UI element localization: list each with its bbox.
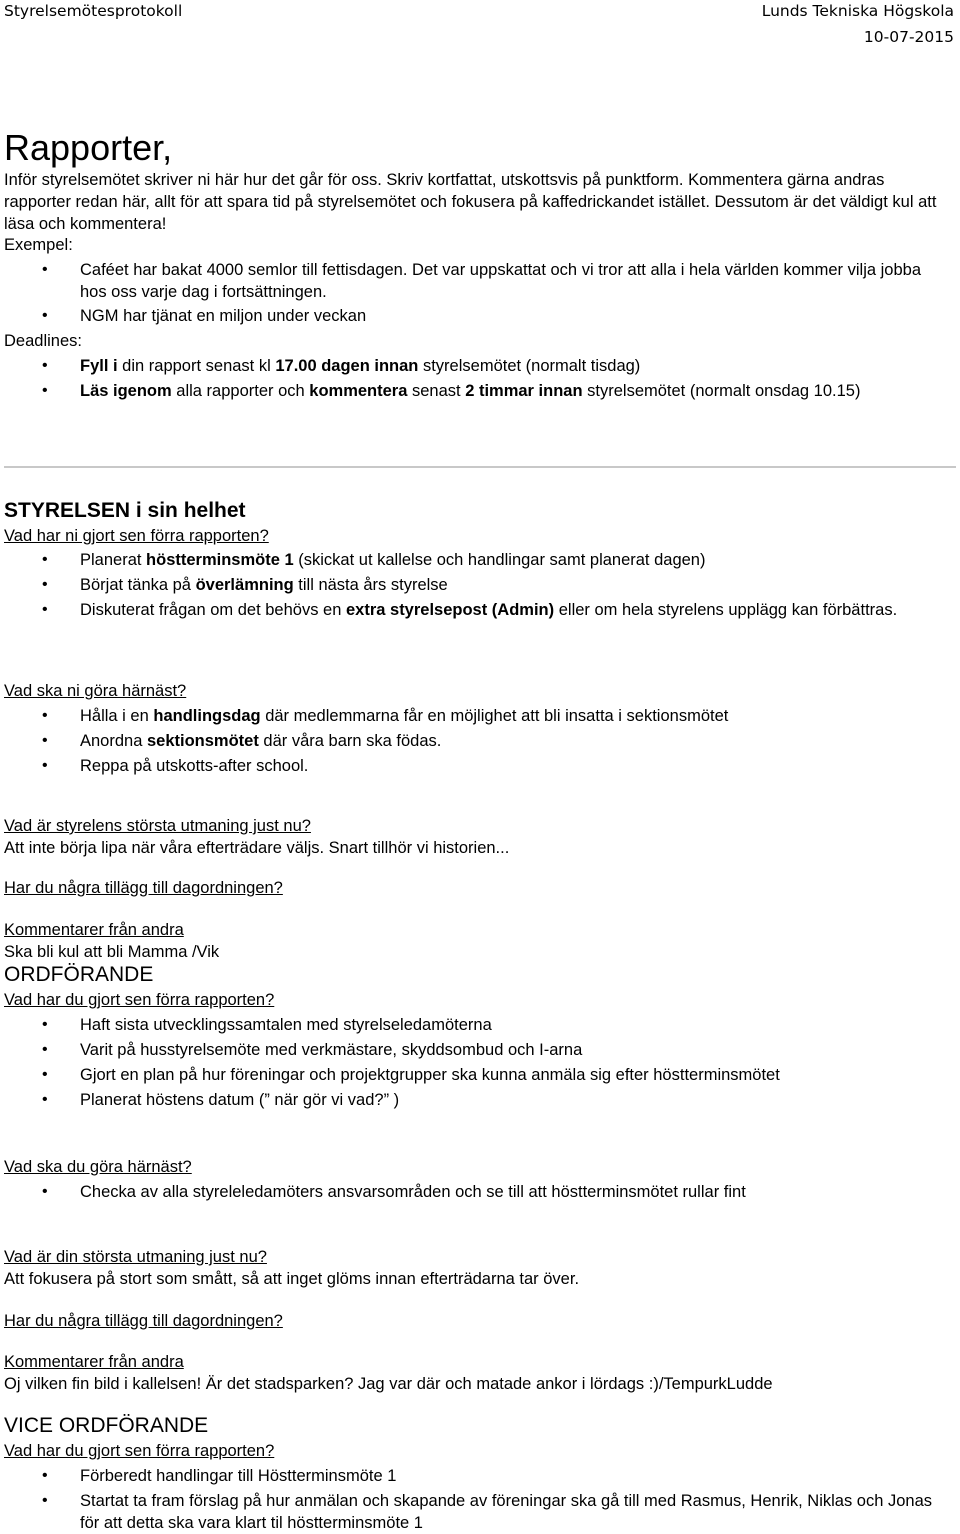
list-item: • Startat ta fram förslag på hur anmälan och skapande av föreningar ska gå till med Rasmus, Henrik, Niklas och Jonas för att detta ska vara klart til höstterminsmöte 1 bbox=[4, 1490, 952, 1534]
deadline-emph: Fyll i bbox=[80, 357, 118, 375]
list-item: • Haft sista utvecklingssamtalen med styrelseledamöterna bbox=[4, 1014, 952, 1036]
question-comments: Kommentarer från andra bbox=[4, 921, 184, 939]
list-item: • Checka av alla styreleledamöters ansvarsområden och se till att höstterminsmötet rullar fint bbox=[4, 1181, 952, 1203]
section-divider bbox=[4, 466, 956, 468]
question-next: Vad ska du göra härnäst? bbox=[4, 1158, 192, 1176]
deadline-emph: 2 timmar innan bbox=[465, 382, 583, 400]
question-done: Vad har ni gjort sen förra rapporten? bbox=[4, 527, 269, 545]
item-emph: höstterminsmöte 1 bbox=[146, 551, 294, 569]
example-list bbox=[4, 259, 952, 327]
deadline-emph: Läs igenom bbox=[80, 382, 172, 400]
item-emph: överlämning bbox=[195, 576, 294, 594]
list-item: • Planerat höstens datum (” när gör vi vad?” ) bbox=[4, 1089, 952, 1111]
section-heading-styrelsen: STYRELSEN i sin helhet bbox=[4, 499, 246, 522]
example-item: • NGM har tjänat en miljon under veckan bbox=[4, 305, 952, 327]
deadline-text: senast bbox=[407, 382, 466, 400]
item-text: eller om hela styrelens upplägg kan förbättras. bbox=[554, 601, 898, 619]
page-title: Rapporter, bbox=[4, 127, 173, 168]
item-text: Anordna bbox=[80, 732, 147, 750]
deadline-text: alla rapporter och bbox=[171, 382, 310, 400]
question-done: Vad har du gjort sen förra rapporten? bbox=[4, 1442, 275, 1460]
example-label: Exempel: bbox=[4, 236, 73, 254]
answer-challenge: Att inte börja lipa när våra efterträdare väljs. Snart tillhör vi historien... bbox=[4, 839, 510, 857]
item-emph: sektionsmötet bbox=[146, 732, 259, 750]
deadline-item bbox=[4, 355, 952, 377]
item-text: till nästa års styrelse bbox=[293, 576, 448, 594]
comment-text: Ska bli kul att bli Mamma /Vik bbox=[4, 943, 220, 961]
section-heading-vice-ordforande: VICE ORDFÖRANDE bbox=[4, 1414, 209, 1437]
question-agenda: Har du några tillägg till dagordningen? bbox=[4, 1312, 283, 1330]
item-text: Börjat tänka på bbox=[80, 576, 196, 594]
list-item bbox=[4, 599, 952, 621]
list-item bbox=[4, 730, 952, 752]
item-text: där medlemmarna får en möjlighet att bli insatta i sektionsmötet bbox=[260, 707, 729, 725]
question-challenge: Vad är styrelens största utmaning just nu? bbox=[4, 817, 311, 835]
section-heading-ordforande: ORDFÖRANDE bbox=[4, 963, 154, 986]
deadlines-label: Deadlines: bbox=[4, 332, 82, 350]
question-next: Vad ska ni göra härnäst? bbox=[4, 682, 187, 700]
deadline-emph: 17.00 dagen innan bbox=[275, 357, 419, 375]
intro-text: Inför styrelsemötet skriver ni här hur det går för oss. Skriv kortfattat, utskottsvis på punktform. Kommentera gärna andras rapporter redan här, allt för att spara tid på styrelsemötet och fokusera på kaffedrickandet istället. Dessutom är det väldigt kul att läsa och kommentera! bbox=[4, 171, 937, 233]
item-emph: handlingsdag bbox=[153, 707, 261, 725]
question-comments: Kommentarer från andra bbox=[4, 1353, 184, 1371]
deadline-item bbox=[4, 380, 952, 402]
organization-name: Lunds Tekniska Högskola bbox=[761, 2, 954, 20]
deadline-emph: kommentera bbox=[309, 382, 408, 400]
document-date: 10-07-2015 bbox=[863, 28, 954, 46]
vice-done-list bbox=[4, 1465, 952, 1534]
answer-challenge: Att fokusera på stort som smått, så att inget glöms innan efterträdarna tar över. bbox=[4, 1270, 580, 1288]
comment-text: Oj vilken fin bild i kallelsen! Är det stadsparken? Jag var där och matade ankor i lördags :)/TempurkLudde bbox=[4, 1375, 773, 1393]
ordforande-done-list bbox=[4, 1014, 952, 1111]
document-title: Styrelsemötesprotokoll bbox=[4, 2, 183, 20]
question-challenge: Vad är din största utmaning just nu? bbox=[4, 1248, 267, 1266]
deadline-list bbox=[4, 355, 952, 402]
question-done: Vad har du gjort sen förra rapporten? bbox=[4, 991, 275, 1009]
list-item: • Gjort en plan på hur föreningar och projektgrupper ska kunna anmäla sig efter höstterminsmötet bbox=[4, 1064, 952, 1086]
list-item: • Förberedt handlingar till Höstterminsmöte 1 bbox=[4, 1465, 952, 1487]
item-emph: extra styrelsepost (Admin) bbox=[345, 601, 555, 619]
list-item bbox=[4, 549, 952, 571]
item-text: Diskuterat frågan om det behövs en bbox=[80, 601, 346, 619]
list-item bbox=[4, 705, 952, 727]
deadline-text: styrelsemötet (normalt onsdag 10.15) bbox=[582, 382, 861, 400]
item-text: Planerat bbox=[80, 551, 147, 569]
example-item: • Caféet har bakat 4000 semlor till fettisdagen. Det var uppskattat och vi tror att alla i hela världen kommer vilja jobba hos oss varje dag i fortsättningen. bbox=[4, 259, 952, 303]
list-item: • Reppa på utskotts-after school. bbox=[4, 755, 952, 777]
list-item bbox=[4, 574, 952, 596]
item-text: Hålla i en bbox=[80, 707, 154, 725]
question-agenda: Har du några tillägg till dagordningen? bbox=[4, 879, 283, 897]
deadline-text: din rapport senast kl bbox=[117, 357, 276, 375]
ordforande-next-list bbox=[4, 1181, 952, 1203]
list-item: • Varit på husstyrelsemöte med verkmästare, skyddsombud och I-arna bbox=[4, 1039, 952, 1061]
deadline-text: styrelsemötet (normalt tisdag) bbox=[418, 357, 641, 375]
item-text: (skickat ut kallelse och handlingar samt planerat dagen) bbox=[293, 551, 706, 569]
styrelsen-done-list bbox=[4, 549, 952, 621]
styrelsen-next-list bbox=[4, 705, 952, 777]
item-text: där våra barn ska födas. bbox=[258, 732, 442, 750]
